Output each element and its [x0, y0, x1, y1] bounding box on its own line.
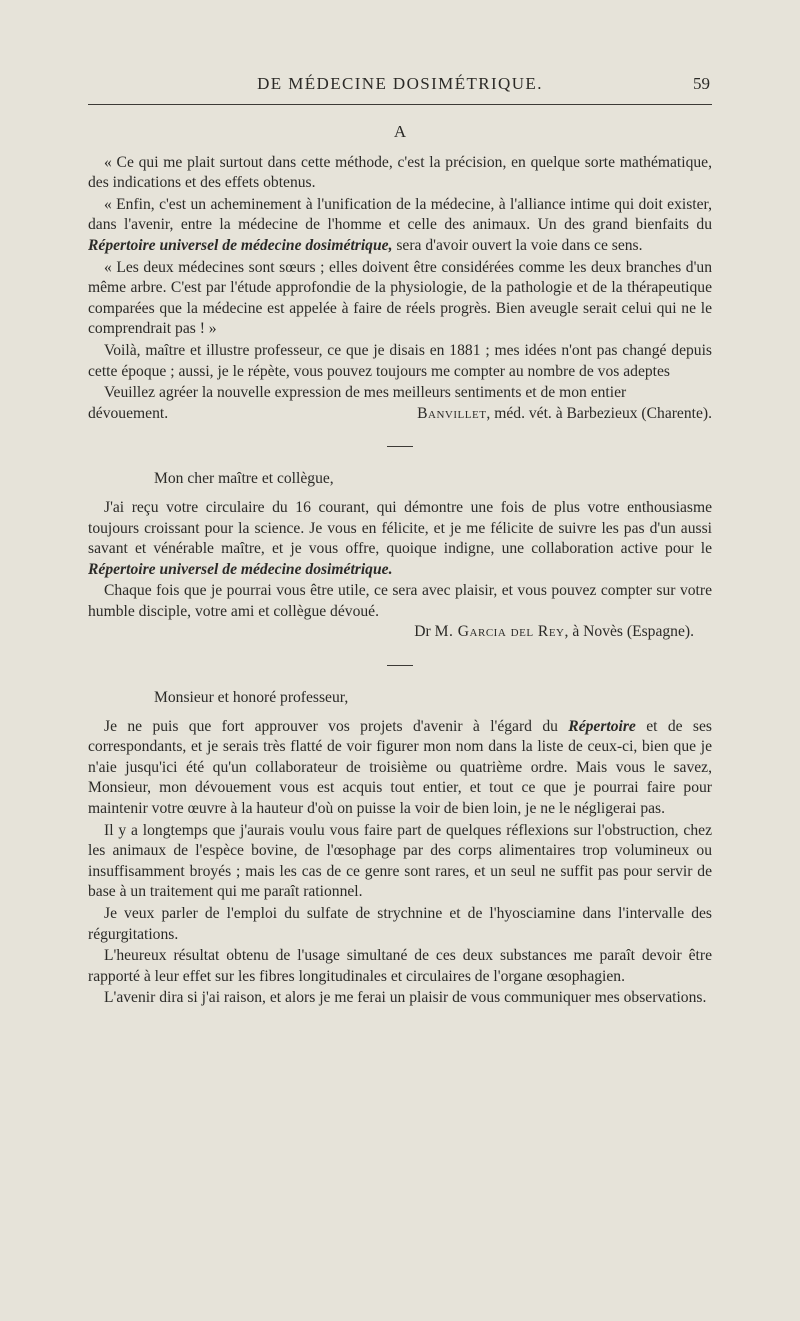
paragraph: L'avenir dira si j'ai raison, et alors je me ferai un plaisir de vous communiquer mes observations.: [104, 989, 707, 1007]
paragraph: « Les deux médecines sont sœurs ; elles doivent être considérées comme les deux branches d'un même arbre. C'est par l'étude approfondie de la physiologie, de la pathologie et de la thérapeutique comparées que la médecine est appelée à faire de réels progrès. Bien aveugle serait celui qui ne le comprendrait pas ! »: [88, 258, 712, 338]
journal-title: Répertoire universel de médecine dosimétrique,: [88, 236, 393, 254]
signature: [417, 404, 712, 425]
paragraph: L'heureux résultat obtenu de l'usage simultané de ces deux substances me paraît devoir être rapporté à leur effet sur les fibres longitudinales et circulaires de l'organe œsophagien.: [88, 947, 712, 985]
page-body: [88, 118, 712, 1009]
running-title: DE MÉDECINE DOSIMÉTRIQUE.: [257, 74, 543, 93]
signature-detail: , méd. vét. à Barbezieux (Charente).: [486, 404, 712, 422]
page-header: [88, 72, 712, 100]
letter-third: [88, 688, 712, 1009]
letter-garcia-del-rey: [88, 469, 712, 643]
paragraph: Chaque fois que je pourrai vous être utile, ce sera avec plaisir, et vous pouvez compter sur votre humble disciple, votre ami et collègue dévoué.: [88, 582, 712, 620]
separator-rule: [387, 446, 413, 447]
paragraph: « Ce qui me plait surtout dans cette méthode, c'est la précision, en quelque sorte mathématique, des indications et des effets obtenus.: [88, 153, 712, 192]
signature-name: Banvillet: [417, 404, 487, 422]
text-run: « Enfin, c'est un acheminement à l'unification de la médecine, à l'alliance intime qui doit exister, dans l'avenir, entre la médecine de l'homme et celle des animaux. Un des grand bienfaits du: [88, 195, 712, 234]
paragraph: [88, 717, 712, 820]
closing-line: [88, 404, 712, 425]
text-run: et de ses correspondants, et je serais très flatté de voir figurer mon nom dans la liste de ceux-ci, bien que je n'aie jusqu'ici été qu'un collaborateur de troisième ou quatrième ordre. Mais vous le savez, Monsieur, mon dévouement vous est acquis tout entier, et tout ce que je pourrai faire pour maintenir votre œuvre à la hauteur d'où on puisse la voir de bien loin, je ne le négligerai pas.: [88, 717, 712, 818]
paragraph: Voilà, maître et illustre professeur, ce que je disais en 1881 ; mes idées n'ont pas changé depuis cette époque ; aussi, je le répète, vous pouvez toujours me compter au nombre de vos adeptes: [88, 341, 712, 380]
separator-rule: [387, 665, 413, 666]
section-letter: A: [393, 122, 407, 141]
text-run: J'ai reçu votre circulaire du 16 courant, qui démontre une fois de plus votre enthousiasme toujours croissant pour la science. Je vous en félicite, et je me félicite de suivre les pas d'un aussi savant et vénérable maître, et je vous offre, quoique indigne, une collaboration active pour le: [88, 498, 712, 558]
signature-prefix: Dr: [414, 623, 435, 641]
header-rule: [88, 104, 712, 105]
signature-detail: , à Novès (Espagne).: [564, 623, 694, 641]
text-run: Je ne puis que fort approuver vos projets d'avenir à l'égard du: [104, 717, 569, 735]
journal-title: Répertoire: [568, 717, 636, 735]
page-number: 59: [693, 74, 710, 93]
letter-banvillet: [88, 153, 712, 425]
journal-title: Répertoire universel de médecine dosimétrique.: [88, 560, 393, 578]
paragraph: [88, 498, 712, 580]
paragraph: Je veux parler de l'emploi du sulfate de strychnine et de l'hyosciamine dans l'intervalle des régurgitations.: [88, 905, 712, 943]
text-run: sera d'avoir ouvert la voie dans ce sens.: [392, 236, 643, 254]
paragraph: Veuillez agréer la nouvelle expression de mes meilleurs sentiments et de mon entier: [104, 384, 627, 402]
signature-name: M. Garcia del Rey: [434, 623, 565, 641]
salutation: Mon cher maître et collègue,: [154, 470, 334, 488]
paragraph: Il y a longtemps que j'aurais voulu vous faire part de quelques réflexions sur l'obstruction, chez les animaux de l'espèce bovine, de l'œsophage par des corps alimentaires trop volumineux ou insuffisamment broyés ; mais les cas de ce genre sont rares, et un seul ne suffit pas pour servir de base à un traitement qui me paraît rationnel.: [88, 821, 712, 901]
signature: [88, 622, 712, 643]
salutation: Monsieur et honoré professeur,: [154, 689, 349, 707]
closing-word: dévouement.: [88, 404, 169, 422]
paragraph: [88, 195, 712, 257]
